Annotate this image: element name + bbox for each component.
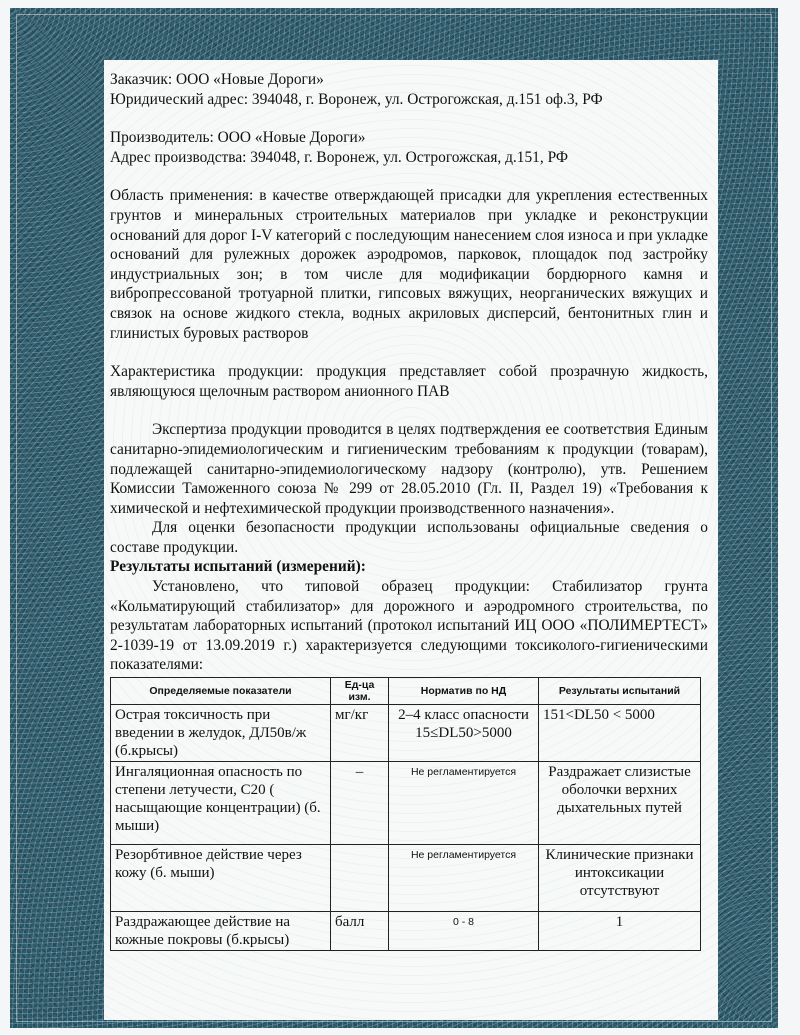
toxicology-table <box>110 677 701 951</box>
row-result: Раздражает слизистые оболочки верхних дыхательных путей <box>539 762 701 845</box>
row-result: 151<DL50 < 5000 <box>539 705 701 762</box>
characteristic-paragraph: Характеристика продукции: продукция представляет собой прозрачную жидкость, являющуюся щелочным раствором анионного ПАВ <box>110 363 708 400</box>
certificate-page <box>104 60 718 1020</box>
results-heading: Результаты испытаний (измерений): <box>110 558 366 576</box>
table-row <box>111 845 701 912</box>
manufacturer-name: Производитель: ООО «Новые Дороги» <box>110 129 366 147</box>
row-norm: Не регламентируется <box>389 762 539 845</box>
row-indicator: Ингаляционная опасность по степени летучести, С20 ( насыщающие концентрации) (б. мыши) <box>111 762 331 845</box>
row-norm: Не регламентируется <box>389 845 539 912</box>
row-unit <box>331 845 389 912</box>
row-unit: балл <box>331 912 389 951</box>
row-indicator: Острая токсичность при введении в желудок, ДЛ50в/ж (б.крысы) <box>111 705 331 762</box>
header-indicator: Определяемые показатели <box>111 678 331 705</box>
expertise-paragraph: Экспертиза продукции проводится в целях подтверждения ее соответствия Единым санитарно-эпидемиологическим и гигиеническим требованиям к продукции (товарам), подлежащей санитарно-эпидемиологическому надзору (контролю), утв. Решением Комиссии Таможенного союза № 299 от 28.05.2010 (Гл. II, Раздел 19) «Требования к химической и нефтехимической продукции производственного назначения». <box>110 421 708 517</box>
header-unit: Ед-ца изм. <box>331 678 389 705</box>
table-row <box>111 912 701 951</box>
row-norm: 0 - 8 <box>389 912 539 951</box>
document-body <box>110 70 708 951</box>
table-header-row <box>111 678 701 705</box>
row-unit: – <box>331 762 389 845</box>
header-norm: Норматив по НД <box>389 678 539 705</box>
row-unit: мг/кг <box>331 705 389 762</box>
results-paragraph: Установлено, что типовой образец продукции: Стабилизатор грунта «Кольматирующий стабилизатор» для дорожного и аэродромного строительства, по результатам лабораторных испытаний (протокол испытаний ИЦ ООО «ПОЛИМЕРТЕСТ» 2-1039-19 от 13.09.2019 г.) характеризуется следующими токсиколого-гигиеническими показателями: <box>110 578 708 674</box>
manufacturer-address: Адрес производства: 394048, г. Воронеж, ул. Острогожская, д.151, РФ <box>110 148 569 166</box>
row-result: Клинические признаки интоксикации отсутствуют <box>539 845 701 912</box>
safety-note-paragraph: Для оценки безопасности продукции использованы официальные сведения о составе продукции. <box>110 519 708 556</box>
row-result: 1 <box>539 912 701 951</box>
row-indicator: Резорбтивное действие через кожу (б. мыши) <box>111 845 331 912</box>
row-indicator: Раздражающее действие на кожные покровы (б.крысы) <box>111 912 331 951</box>
table-row <box>111 705 701 762</box>
header-result: Результаты испытаний <box>539 678 701 705</box>
scope-paragraph: Область применения: в качестве отверждающей присадки для укрепления естественных грунтов и минеральных строительных материалов при укладке и реконструкции оснований для дорог I-V категорий с последующим нанесением слоя износа и при укладке оснований для рулежных дорожек аэродромов, парковок, площадок под застройку индустриальных зон; в том числе для модификации бордюрного камня и вибропрессованой тротуарной плитки, гипсовых вяжущих, неорганических вяжущих и связок на основе жидкого стекла, водных акриловых дисперсий, бентонитных глин и глинистых буровых растворов <box>110 187 708 342</box>
customer-address: Юридический адрес: 394048, г. Воронеж, ул. Острогожская, д.151 оф.3, РФ <box>110 90 603 108</box>
table-row <box>111 762 701 845</box>
row-norm: 2–4 класс опасности 15≤DL50>5000 <box>389 705 539 762</box>
customer-name: Заказчик: ООО «Новые Дороги» <box>110 71 324 88</box>
